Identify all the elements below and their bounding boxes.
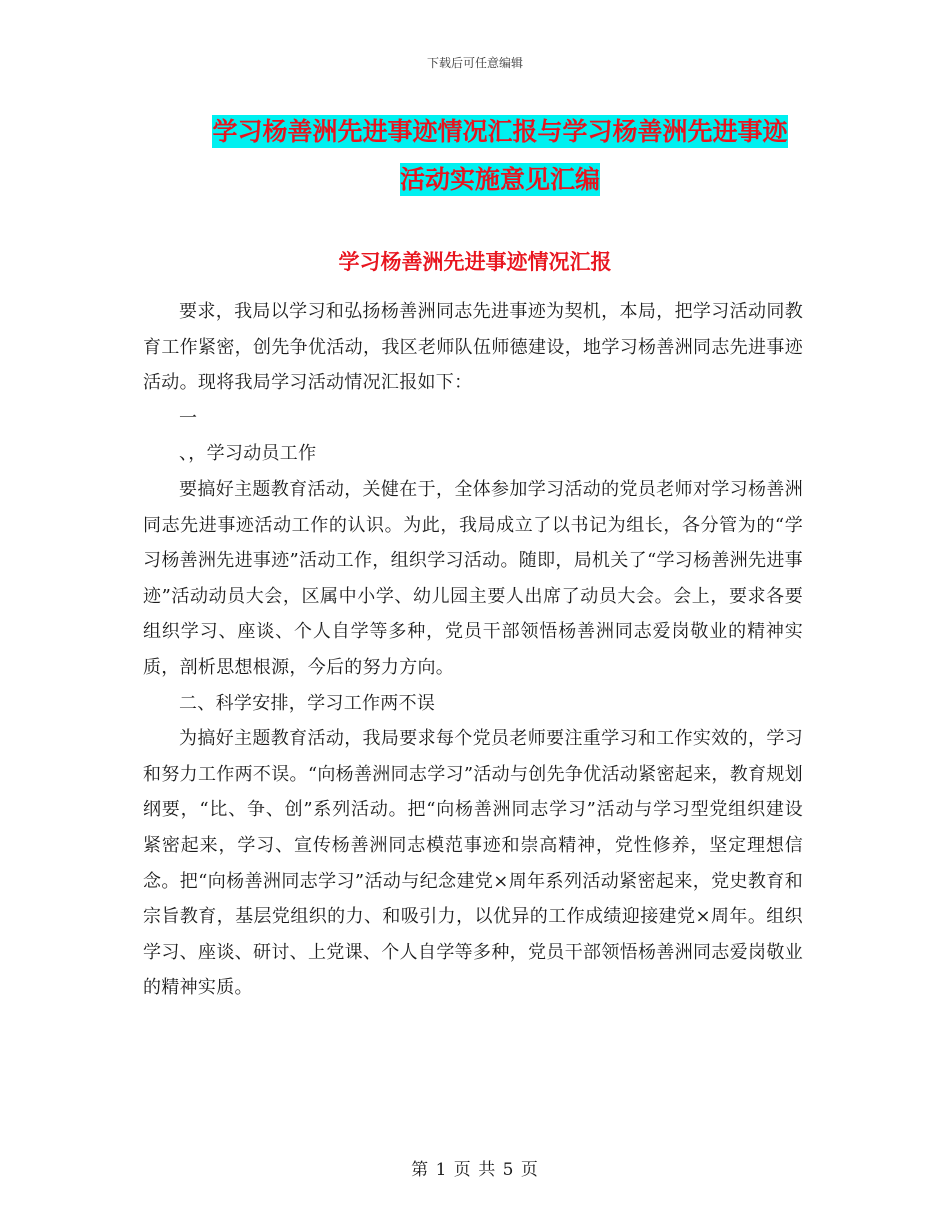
paragraph-arrangement: 为搞好主题教育活动，我局要求每个党员老师要注重学习和工作实效的，学习和努力工作两不误。“向杨善洲同志学习”活动与创先争优活动紧密起来，教育规划纲要，“比、争、创”系列活动。把“向杨善洲同志学习”活动与学习型党组织建设紧密起来，学习、宣传杨善洲同志模范事迹和崇高精神，党性修养，坚定理想信念。把“向杨善洲同志学习”活动与纪念建党×周年系列活动紧密起来，党史教育和宗旨教育，基层党组织的力、和吸引力，以优异的工作成绩迎接建党×周年。组织学习、座谈、研讨、上党课、个人自学等多种，党员干部领悟杨善洲同志爱岗敬业的精神实质。	[143, 728, 803, 999]
section-title: 学习杨善洲先进事迹情况汇报	[338, 250, 612, 274]
paragraph-heading-one-numeral: 一	[179, 407, 198, 429]
document-title-line-2: 活动实施意见汇编	[399, 165, 600, 194]
document-title	[150, 108, 850, 204]
page-number: 第 1 页 共 5 页	[411, 1160, 539, 1180]
paragraph-intro: 要求，我局以学习和弘扬杨善洲同志先进事迹为契机，本局，把学习活动同教育工作紧密，创先争优活动，我区老师队伍师德建设，地学习杨善洲同志先进事迹活动。现将我局学习活动情况汇报如下：	[143, 301, 803, 394]
document-title-line-1: 学习杨善洲先进事迹情况汇报与学习杨善洲先进事迹	[212, 117, 788, 146]
paragraph-heading-one: 、，学习动员工作	[179, 443, 317, 465]
page-header-note: 下载后可任意编辑	[426, 56, 523, 70]
paragraph-mobilization: 要搞好主题教育活动，关健在于，全体参加学习活动的党员老师对学习杨善洲同志先进事迹活动工作的认识。为此，我局成立了以书记为组长，各分管为的“学习杨善洲先进事迹”活动工作，组织学习活动。随即，局机关了“学习杨善洲先进事迹”活动动员大会，区属中小学、幼儿园主要人出席了动员大会。会上，要求各要组织学习、座谈、个人自学等多种，党员干部领悟杨善洲同志爱岗敬业的精神实质，剖析思想根源，今后的努力方向。	[143, 478, 803, 678]
document-body	[143, 294, 803, 1006]
paragraph-heading-two: 二、科学安排，学习工作两不误	[179, 692, 436, 714]
